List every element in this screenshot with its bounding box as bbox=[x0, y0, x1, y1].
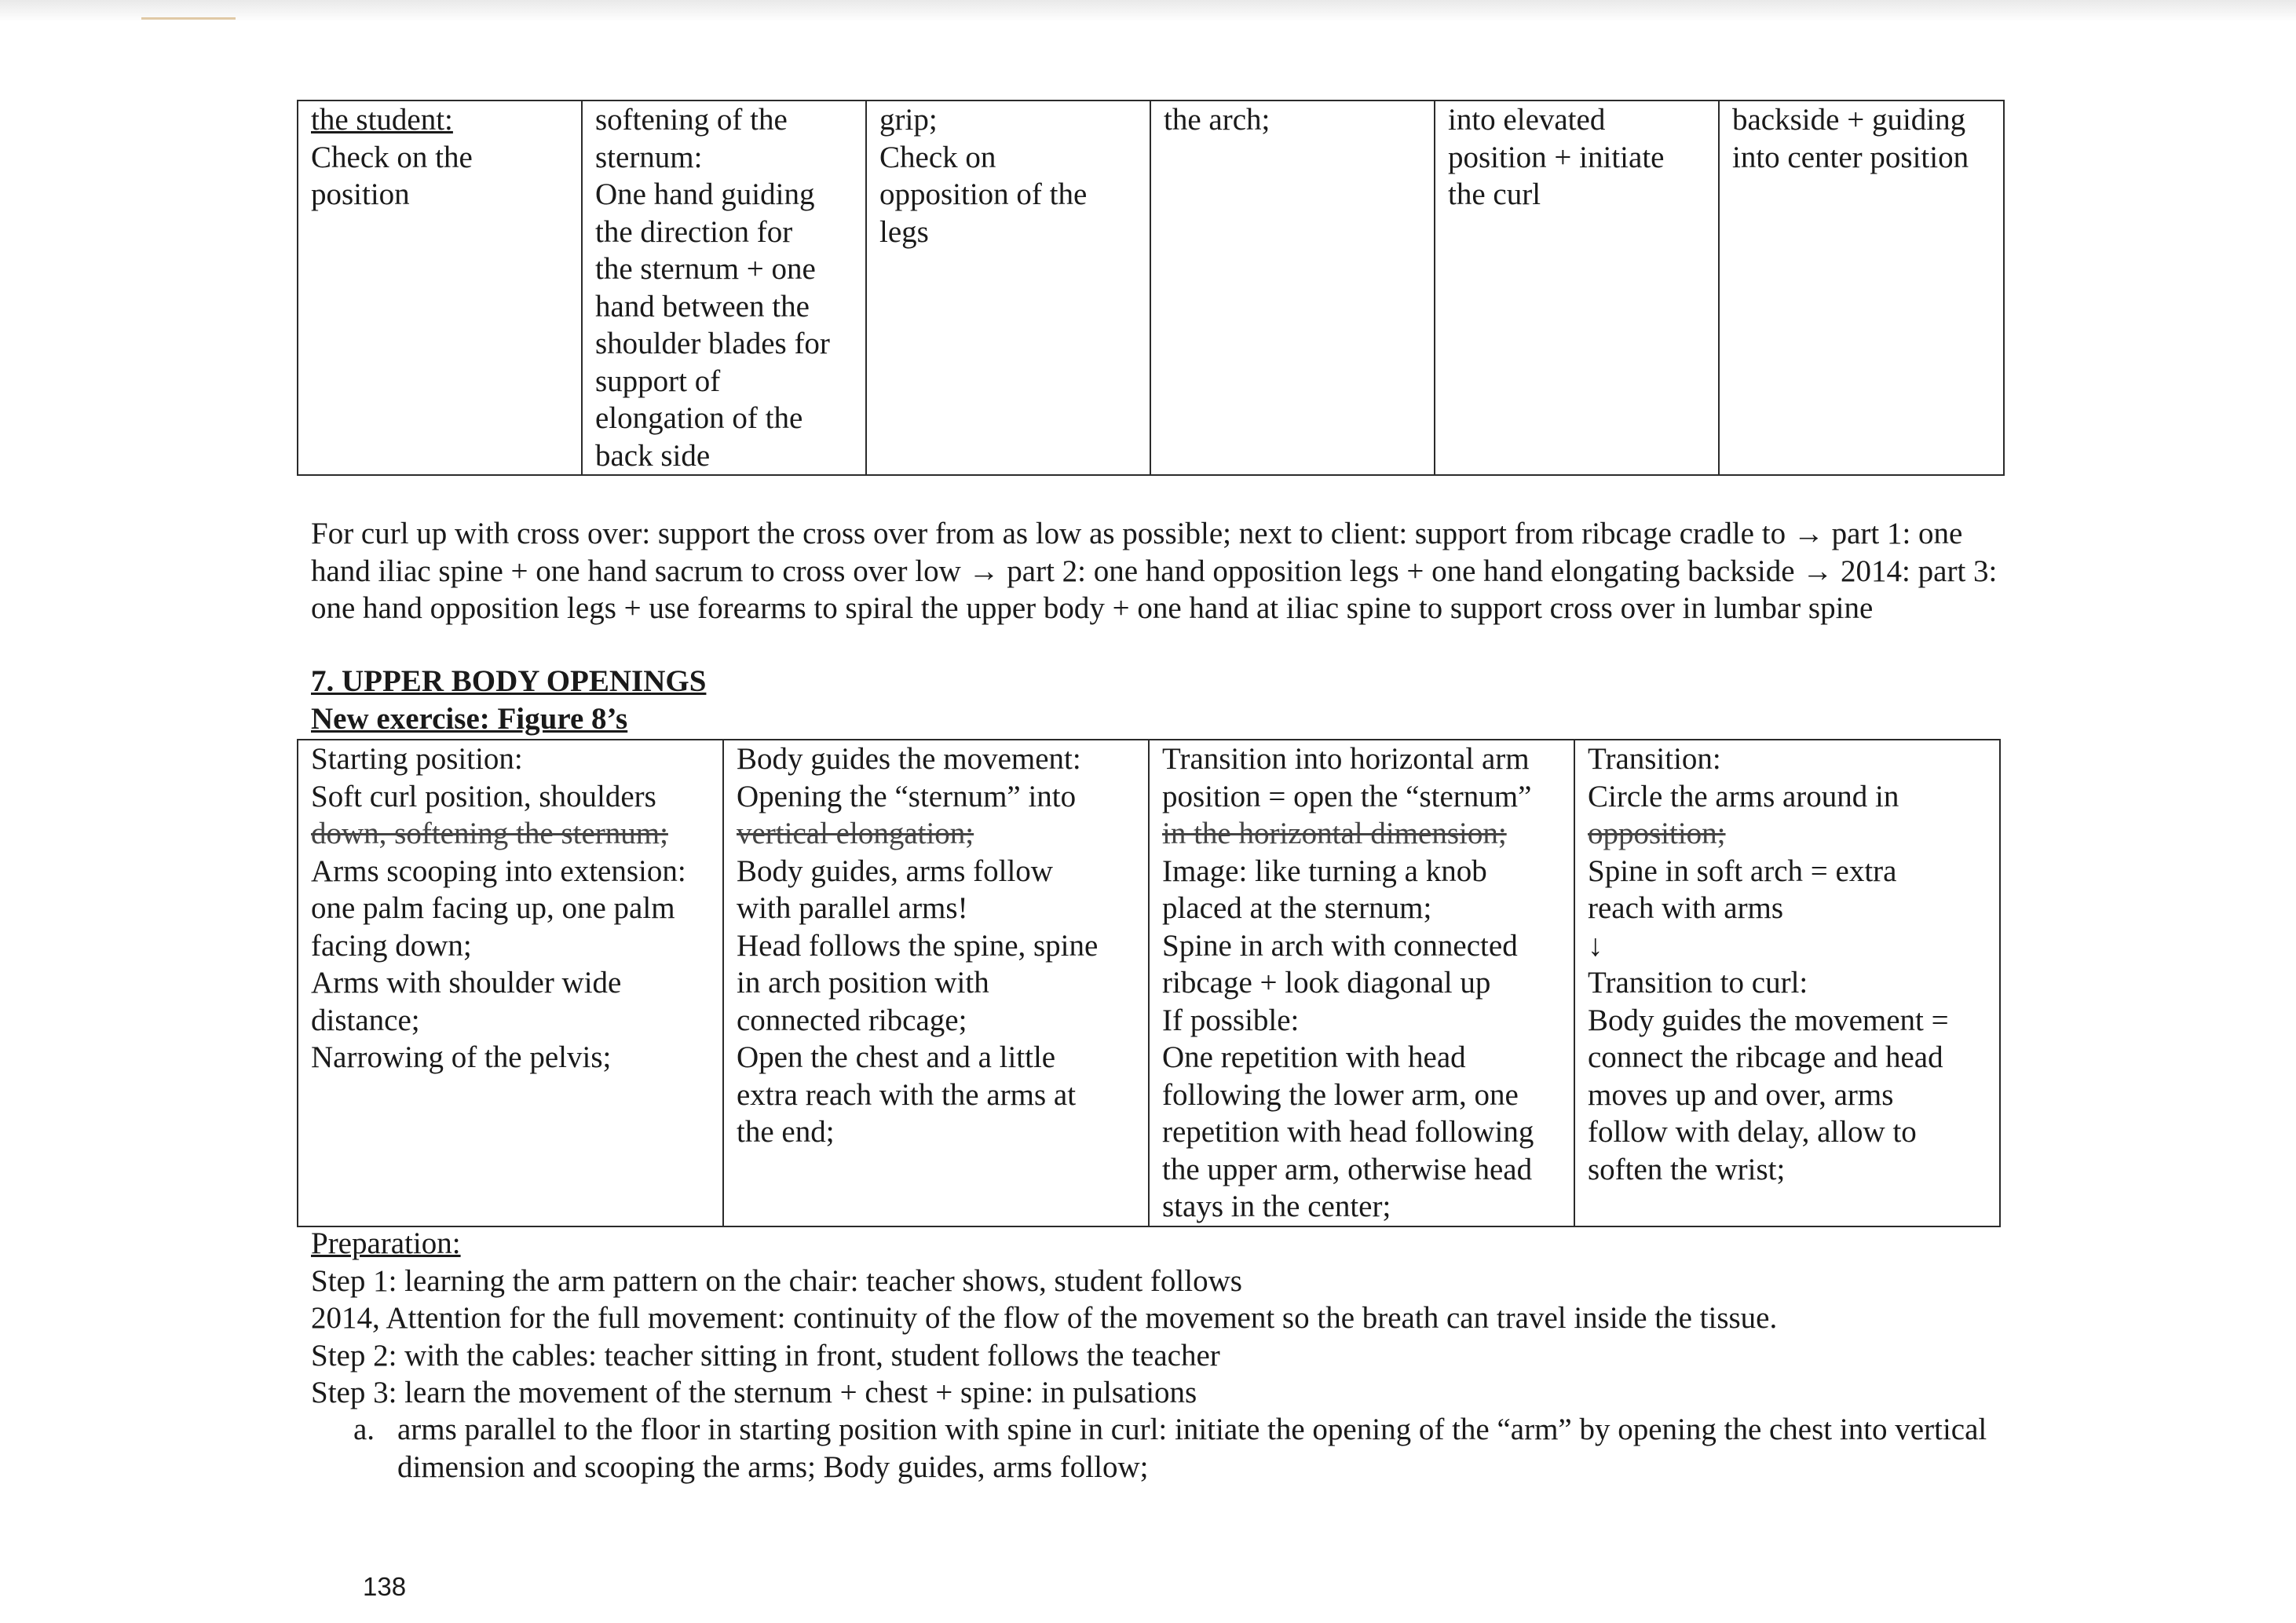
down-arrow-icon: ↓ bbox=[1588, 928, 1603, 963]
cell-line: vertical elongation; bbox=[737, 817, 974, 850]
preparation-heading: Preparation: bbox=[311, 1226, 461, 1260]
figure-8-table bbox=[297, 739, 2001, 1227]
cell-line: If possible: bbox=[1162, 1003, 1300, 1037]
cell-line: Check on bbox=[879, 140, 996, 174]
cell-line: ribcage + look diagonal up bbox=[1162, 966, 1491, 1000]
cell-line: follow with delay, allow to bbox=[1588, 1115, 1917, 1149]
cell-line: grip; bbox=[879, 103, 938, 137]
cell-line: opposition; bbox=[1588, 817, 1726, 850]
cell-line: legs bbox=[879, 214, 929, 249]
cell-line: placed at the sternum; bbox=[1162, 891, 1432, 925]
cell-line: the curl bbox=[1448, 177, 1541, 211]
page-number: 138 bbox=[363, 1572, 407, 1601]
preparation-line: Step 1: learning the arm pattern on the chair: teacher shows, student follows bbox=[311, 1263, 1242, 1298]
cell-line: sternum: bbox=[595, 140, 703, 174]
cell-line: extra reach with the arms at bbox=[737, 1077, 1077, 1112]
table-row bbox=[298, 101, 2004, 475]
cell-line: one palm facing up, one palm bbox=[311, 891, 675, 925]
table-cell bbox=[582, 101, 866, 475]
cell-line: backside + guiding bbox=[1732, 103, 1966, 137]
cell-line: hand between the bbox=[595, 289, 810, 324]
cell-line: support of bbox=[595, 364, 721, 398]
cell-line: with parallel arms! bbox=[737, 891, 968, 925]
cell-line: Spine in arch with connected bbox=[1162, 928, 1518, 963]
cell-line: down, softening the sternum; bbox=[311, 817, 668, 850]
cell-line: into center position bbox=[1732, 140, 1969, 174]
table-cell bbox=[1719, 101, 2004, 475]
cell-line: in the horizontal dimension; bbox=[1162, 817, 1507, 850]
cell-line: back side bbox=[595, 438, 711, 473]
table-cell bbox=[298, 740, 723, 1226]
cell-line: position + initiate bbox=[1448, 140, 1665, 174]
list-item-text: arms parallel to the floor in starting position with spine in curl: initiate the opening of the “arm” by opening the chest into vertical bbox=[397, 1413, 1987, 1446]
paragraph-line: one hand opposition legs + use forearms to spiral the upper body + one hand at iliac spine to support cross over in lumbar spine bbox=[311, 591, 1874, 625]
table-cell bbox=[1150, 101, 1435, 475]
cell-line: the direction for bbox=[595, 214, 793, 249]
cell-line: distance; bbox=[311, 1003, 420, 1037]
paragraph-line: For curl up with cross over: support the cross over from as low as possible; next to client: support from ribcage cradle to → part 1: one bbox=[311, 517, 1963, 550]
cell-line: Transition: bbox=[1588, 742, 1721, 776]
cell-line: Transition to curl: bbox=[1588, 966, 1808, 1000]
cell-line: soften the wrist; bbox=[1588, 1152, 1786, 1186]
cell-line: moves up and over, arms bbox=[1588, 1077, 1894, 1112]
cell-line: reach with arms bbox=[1588, 891, 1784, 925]
cell-line: Soft curl position, shoulders bbox=[311, 779, 656, 813]
cell-line: Body guides the movement = bbox=[1588, 1003, 1949, 1037]
cell-line: Narrowing of the pelvis; bbox=[311, 1040, 612, 1074]
scan-top-edge bbox=[0, 0, 2296, 22]
cell-line: Circle the arms around in bbox=[1588, 779, 1899, 813]
cell-line: following the lower arm, one bbox=[1162, 1077, 1519, 1112]
cell-line: elongation of the bbox=[595, 401, 803, 435]
cell-line: shoulder blades for bbox=[595, 327, 830, 360]
cell-line: connect the ribcage and head bbox=[1588, 1040, 1943, 1074]
cell-line: connected ribcage; bbox=[737, 1003, 967, 1037]
preparation-line: 2014, Attention for the full movement: continuity of the flow of the movement so the breath can travel inside the tissue. bbox=[311, 1301, 1778, 1335]
table-row bbox=[298, 740, 2000, 1226]
cell-line: stays in the center; bbox=[1162, 1190, 1391, 1223]
cell-line: Body guides, arms follow bbox=[737, 854, 1053, 888]
cell-line: position bbox=[311, 177, 410, 211]
cell-line: repetition with head following bbox=[1162, 1115, 1534, 1149]
cell-line: position = open the “sternum” bbox=[1162, 779, 1532, 813]
cell-line: into elevated bbox=[1448, 103, 1606, 137]
table-cell bbox=[1149, 740, 1574, 1226]
list-item-text: dimension and scooping the arms; Body guides, arms follow; bbox=[397, 1449, 1149, 1484]
cell-line: One hand guiding bbox=[595, 177, 815, 211]
cell-line: Opening the “sternum” into bbox=[737, 779, 1077, 813]
cell-line: Arms with shoulder wide bbox=[311, 966, 622, 1000]
cell-line: in arch position with bbox=[737, 966, 989, 1000]
cell-line: Image: like turning a knob bbox=[1162, 854, 1487, 888]
cell-line: opposition of the bbox=[879, 177, 1088, 211]
table-cell bbox=[1435, 101, 1719, 475]
cell-line: Spine in soft arch = extra bbox=[1588, 854, 1897, 888]
section-title: 7. UPPER BODY OPENINGS bbox=[311, 664, 707, 698]
paragraph-line: hand iliac spine + one hand sacrum to cross over low → part 2: one hand opposition legs + one hand elongating backside → 2014: part 3: bbox=[311, 554, 1998, 588]
cell-line: Starting position: bbox=[311, 742, 523, 776]
cell-line: Open the chest and a little bbox=[737, 1040, 1056, 1074]
cell-line: the sternum + one bbox=[595, 252, 816, 286]
continuation-table bbox=[297, 100, 2005, 476]
list-item bbox=[353, 1411, 1987, 1486]
cell-line: softening of the bbox=[595, 103, 788, 137]
exercise-title: New exercise: Figure 8’s bbox=[311, 702, 628, 736]
cell-heading: the student: bbox=[311, 103, 453, 137]
preparation-line: Step 3: learn the movement of the sternum + chest + spine: in pulsations bbox=[311, 1376, 1197, 1409]
preparation-line: Step 2: with the cables: teacher sitting in front, student follows the teacher bbox=[311, 1338, 1220, 1373]
cell-line: the arch; bbox=[1164, 103, 1270, 137]
cell-line: Head follows the spine, spine bbox=[737, 928, 1099, 963]
table-cell bbox=[298, 101, 582, 475]
cell-line: facing down; bbox=[311, 928, 472, 963]
cell-line: One repetition with head bbox=[1162, 1040, 1466, 1074]
cell-line: the end; bbox=[737, 1115, 835, 1149]
cross-over-paragraph bbox=[311, 515, 1997, 627]
preparation-section bbox=[311, 1225, 1777, 1412]
table-cell bbox=[1574, 740, 2000, 1226]
table-cell bbox=[866, 101, 1150, 475]
cell-line: Body guides the movement: bbox=[737, 742, 1081, 776]
cell-line: the upper arm, otherwise head bbox=[1162, 1152, 1533, 1186]
table-cell bbox=[723, 740, 1149, 1226]
cell-line: Arms scooping into extension: bbox=[311, 854, 686, 888]
scan-mark bbox=[141, 17, 236, 20]
cell-line: Check on the bbox=[311, 140, 473, 174]
cell-line: Transition into horizontal arm bbox=[1162, 742, 1530, 776]
list-marker: a. bbox=[353, 1413, 375, 1446]
